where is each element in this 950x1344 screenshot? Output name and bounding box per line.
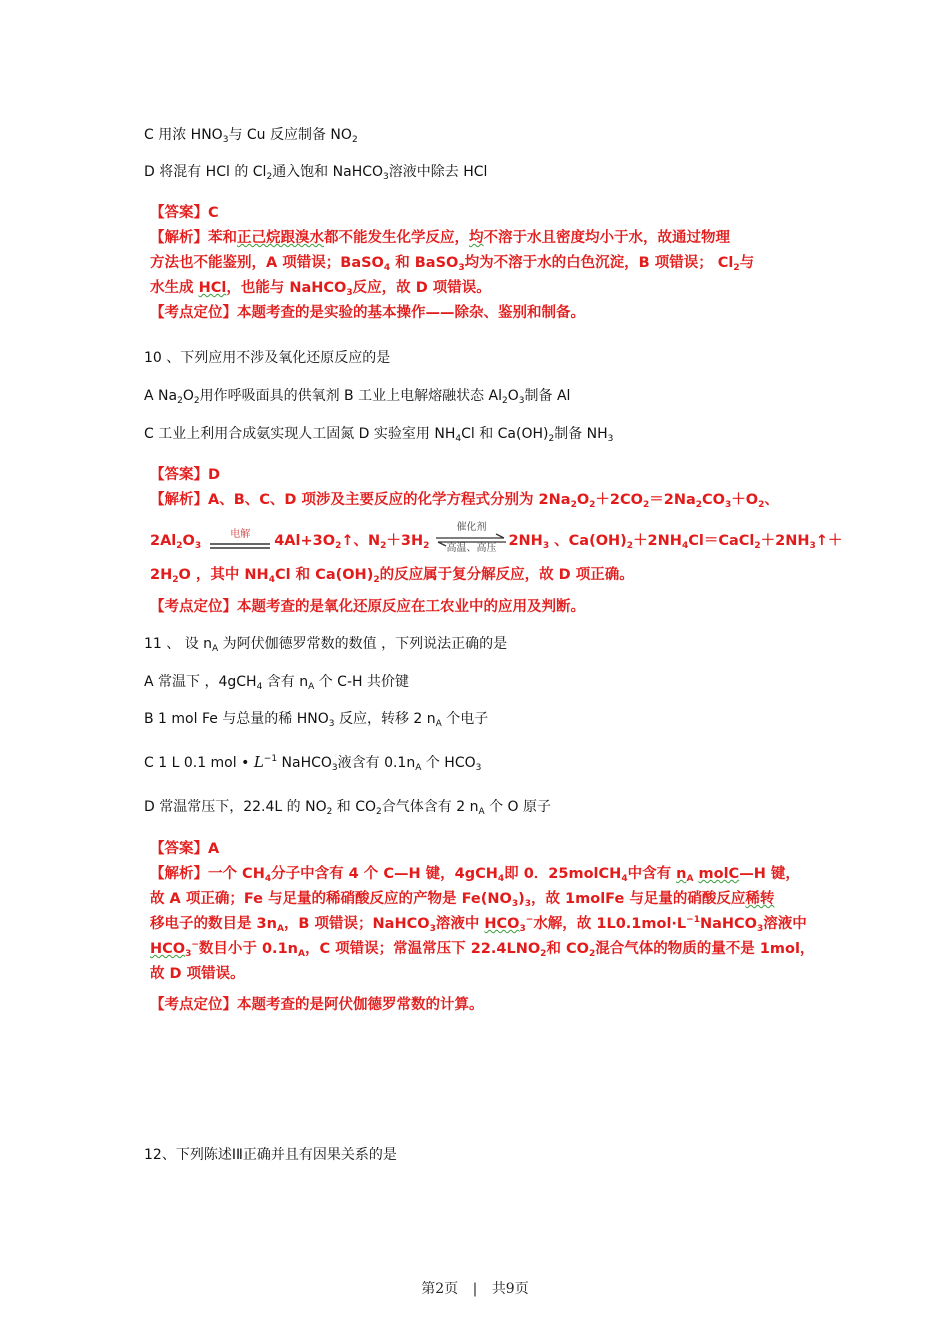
q10-analysis-line-3: $2H_2O$ ，其中 $NH_4Cl$ 和 $Ca(OH)_2$的反应属于复分解反应，故 D 项正确。 [150,567,634,585]
footer-separator: | [472,1281,478,1297]
electrolysis-label: 电解 [230,529,251,540]
q10-analysis-line-1: 【解析】A、B、C、D 项涉及主要反应的化学方程式分别为 $2Na_2O_2+2CO_2=2Na_2CO_3+O_2$、 [150,492,779,510]
q11-analysis-line-1: 【解析】一个 $CH_4$分子中含有 4 个 C—H 键，4gCH$_4$即 0．25molCH$_4$中含有 $n_A$ molC—H 键， [150,866,800,884]
q9-analysis-line-1: 【解析】苯和正己烷跟溴水都不能发生化学反应，均不溶于水且密度均小于水，故通过物理 [150,230,730,246]
q10-options-ab: A $Na_2O_2$用作呼吸面具的供氧剂 B 工业上电解熔融状态 $Al_2O_3$制备 Al [144,388,571,406]
q10-options-cd: C 工业上利用合成氨实现人工固氮 D 实验室用 $NH_4Cl$ 和 $Ca(OH)_2$制备 $NH_3$ [144,426,614,444]
q9-answer: 【答案】C [150,205,219,221]
q9-key-point: 【考点定位】本题考查的是实验的基本操作——除杂、鉴别和制备。 [150,305,585,321]
q11-stem: 11 、 设 $n_A$ 为阿伏伽德罗常数的数值 ，下列说法正确的是 [144,636,508,654]
q11-analysis-line-2: 故 A 项正确；Fe 与足量的稀硝酸反应的产物是 $Fe(NO_3)_3$，故 1molFe 与足量的硝酸反应稀转 [150,891,775,909]
q11-analysis-line-5: 故 D 项错误。 [150,966,245,982]
double-line-icon [210,531,270,551]
q11-analysis-line-4: $HCO_3^-$数目小于 $0.1n_A$，C 项错误；常温常压下 $22.4LNO_2$和 $CO_2$混合气体的物质的量不是 1mol， [150,940,815,959]
q10-stem: 10 、下列应用不涉及氧化还原反应的是 [144,350,391,366]
page-number: 第2页 [421,1281,459,1297]
page-total: 共9页 [491,1281,529,1297]
electrolysis-arrow [210,531,270,551]
page-footer [0,1278,950,1298]
q12-stem: 12、下列陈述ⅠⅡ正确并且有因果关系的是 [144,1147,397,1163]
q9-analysis-line-3: 水生成 HCl，也能与 NaHCO$_3$反应，故 D 项错误。 [150,280,491,298]
q11-key-point: 【考点定位】本题考查的是阿伏伽德罗常数的计算。 [150,997,484,1013]
q10-key-point: 【考点定位】本题考查的是氧化还原反应在工农业中的应用及判断。 [150,599,585,615]
q10-analysis-line-2: $2Al_2O_3$ 电解 $4Al+3O_2↑$、$N_2+3H_2$ 催化剂 高温、高压 $2NH_3$ 、$Ca(OH)_2+2NH_4Cl=CaCl_2+2NH_3↑+$ [150,522,843,554]
q11-option-b: B 1 mol Fe 与总量的稀 $HNO_3$ 反应，转移 2 $n_A$ 个电子 [144,711,489,729]
q9-analysis-line-2: 方法也不能鉴别，A 项错误；BaSO$_4$ 和 BaSO$_3$均为不溶于水的白色沉淀，B 项错误； $Cl_2$与 [150,255,755,273]
q11-option-c: C 1 L 0.1 mol • $L^{-1}$ NaHCO$_3$液含有 $0.1n_A$ 个 $HCO_3$ [144,753,482,773]
q11-option-d: D 常温常压下，22.4L 的 $NO_2$ 和 $CO_2$合气体含有 2 $n_A$ 个 O 原子 [144,799,552,817]
q9-option-d: D 将混有 HCl 的 $Cl_2$通入饱和 NaHCO$_3$溶液中除去 HCl [144,164,488,182]
q10-answer: 【答案】D [150,467,221,483]
q11-option-a: A 常温下 ，4gCH$_4$ 含有 $n_A$ 个 C-H 共价键 [144,674,409,692]
q11-answer: 【答案】A [150,841,220,857]
condition-label: 高温、高压 [446,543,497,554]
catalyst-arrow [436,522,506,556]
q11-analysis-line-3: 移电子的数目是 $3n_A$，B 项错误；NaHCO$_3$溶液中 $HCO_3^-$水解，故 $1L0.1mol\cdot L^{-1}NaHCO_3$溶液中 [150,915,807,934]
q9-option-c: C 用浓 $HNO_3$与 Cu 反应制备 $NO_2$ [144,127,358,145]
catalyst-label: 催化剂 [456,522,487,533]
